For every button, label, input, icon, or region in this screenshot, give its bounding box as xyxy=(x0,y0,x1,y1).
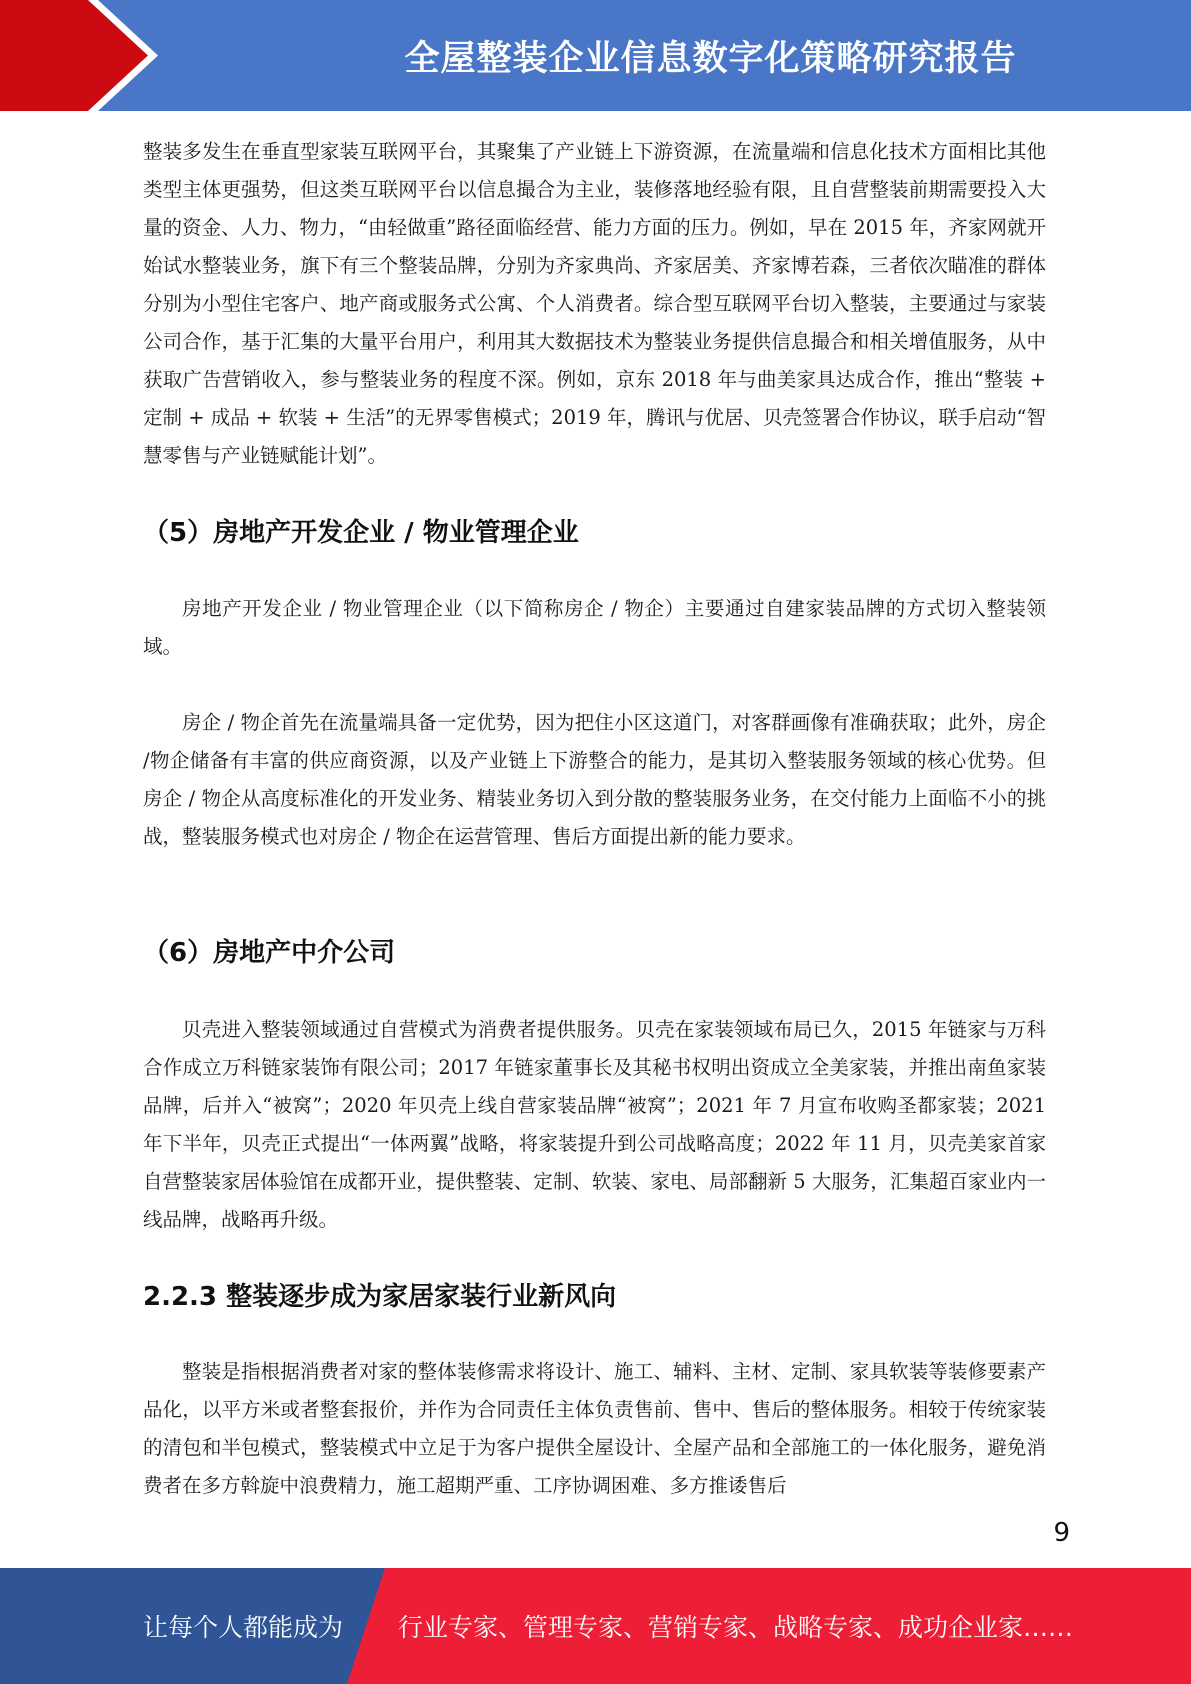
paragraph-internet-platforms: 整装多发生在垂直型家装互联网平台，其聚集了产业链上下游资源，在流量端和信息化技术方面相比其他类型主体更强势，但这类互联网平台以信息撮合为主业，装修落地经验有限，且自营整装前期需要投入大量的资金、人力、物力，“由轻做重”路径面临经营、能力方面的压力。例如，早在 2015 年，齐家网就开始试水整装业务，旗下有三个整装品牌，分别为齐家典尚、齐家居美、齐家博若森，三者依次瞄准的群体分别为小型住宅客户、地产商或服务式公寓、个人消费者。综合型互联网平台切入整装，主要通过与家装公司合作，基于汇集的大量平台用户，利用其大数据技术为整装业务提供信息撮合和相关增值服务，从中获取广告营销收入，参与整装业务的程度不深。例如，京东 2018 年与曲美家具达成合作，推出“整装 + 定制 + 成品 + 软装 + 生活”的无界零售模式；2019 年，腾讯与优居、贝壳签署合作协议，联手启动“智慧零售与产业链赋能计划”。 xyxy=(143,140,1046,467)
heading-real-estate-developers: （5）房地产开发企业 / 物业管理企业 xyxy=(143,518,579,548)
section-integrated-decoration xyxy=(143,1353,1046,1505)
heading-2-2-3: 2.2.3 整装逐步成为家居家装行业新风向 xyxy=(143,1282,617,1312)
footer-slogan-left: 让每个人都能成为 xyxy=(143,1613,344,1642)
section-developers-advantages xyxy=(143,704,1046,856)
page-number: 9 xyxy=(1053,1518,1070,1548)
section-heading-5 xyxy=(143,512,1046,549)
heading-real-estate-agencies: （6）房地产中介公司 xyxy=(143,938,396,968)
header-arrow-decoration xyxy=(0,0,160,111)
paragraph-developers-intro: 房地产开发企业 / 物业管理企业（以下简称房企 / 物企）主要通过自建家装品牌的方式切入整装领域。 xyxy=(143,597,1046,658)
section-developers-intro xyxy=(143,590,1046,666)
section-heading-223 xyxy=(143,1276,1046,1313)
section-beike xyxy=(143,1011,1046,1239)
footer-slogan-right: 行业专家、管理专家、营销专家、战略专家、成功企业家…… xyxy=(398,1613,1074,1642)
page-header xyxy=(0,0,1191,111)
header-red-arrow xyxy=(0,0,148,111)
report-title: 全屋整装企业信息数字化策略研究报告 xyxy=(404,38,1017,79)
paragraph-integrated-decoration: 整装是指根据消费者对家的整体装修需求将设计、施工、辅料、主材、定制、家具软装等装修要素产品化，以平方米或者整套报价，并作为合同责任主体负责售前、售中、售后的整体服务。相较于传统家装的清包和半包模式，整装模式中立足于为客户提供全屋设计、全屋产品和全部施工的一体化服务，避免消费者在多方斡旋中浪费精力，施工超期严重、工序协调困难、多方推诿售后 xyxy=(143,1360,1046,1497)
paragraph-developers-advantages: 房企 / 物企首先在流量端具备一定优势，因为把住小区这道门，对客群画像有准确获取；此外，房企 /物企储备有丰富的供应商资源，以及产业链上下游整合的能力，是其切入整装服务领域的核心优势。但房企 / 物企从高度标准化的开发业务、精装业务切入到分散的整装服务业务，在交付能力上面临不小的挑战，整装服务模式也对房企 / 物企在运营管理、售后方面提出新的能力要求。 xyxy=(143,711,1046,848)
page-footer xyxy=(0,1568,1191,1684)
section-internet-platforms xyxy=(143,133,1046,475)
paragraph-beike: 贝壳进入整装领域通过自营模式为消费者提供服务。贝壳在家装领域布局已久，2015 年链家与万科合作成立万科链家装饰有限公司；2017 年链家董事长及其秘书权明出资成立全美家装，并推出南鱼家装品牌，后并入“被窝”；2020 年贝壳上线自营家装品牌“被窝”；2021 年 7 月宣布收购圣都家装；2021 年下半年，贝壳正式提出“一体两翼”战略，将家装提升到公司战略高度；2022 年 11 月，贝壳美家首家自营整装家居体验馆在成都开业，提供整装、定制、软装、家电、局部翻新 5 大服务，汇集超百家业内一线品牌，战略再升级。 xyxy=(143,1018,1046,1231)
section-heading-6 xyxy=(143,932,1046,969)
